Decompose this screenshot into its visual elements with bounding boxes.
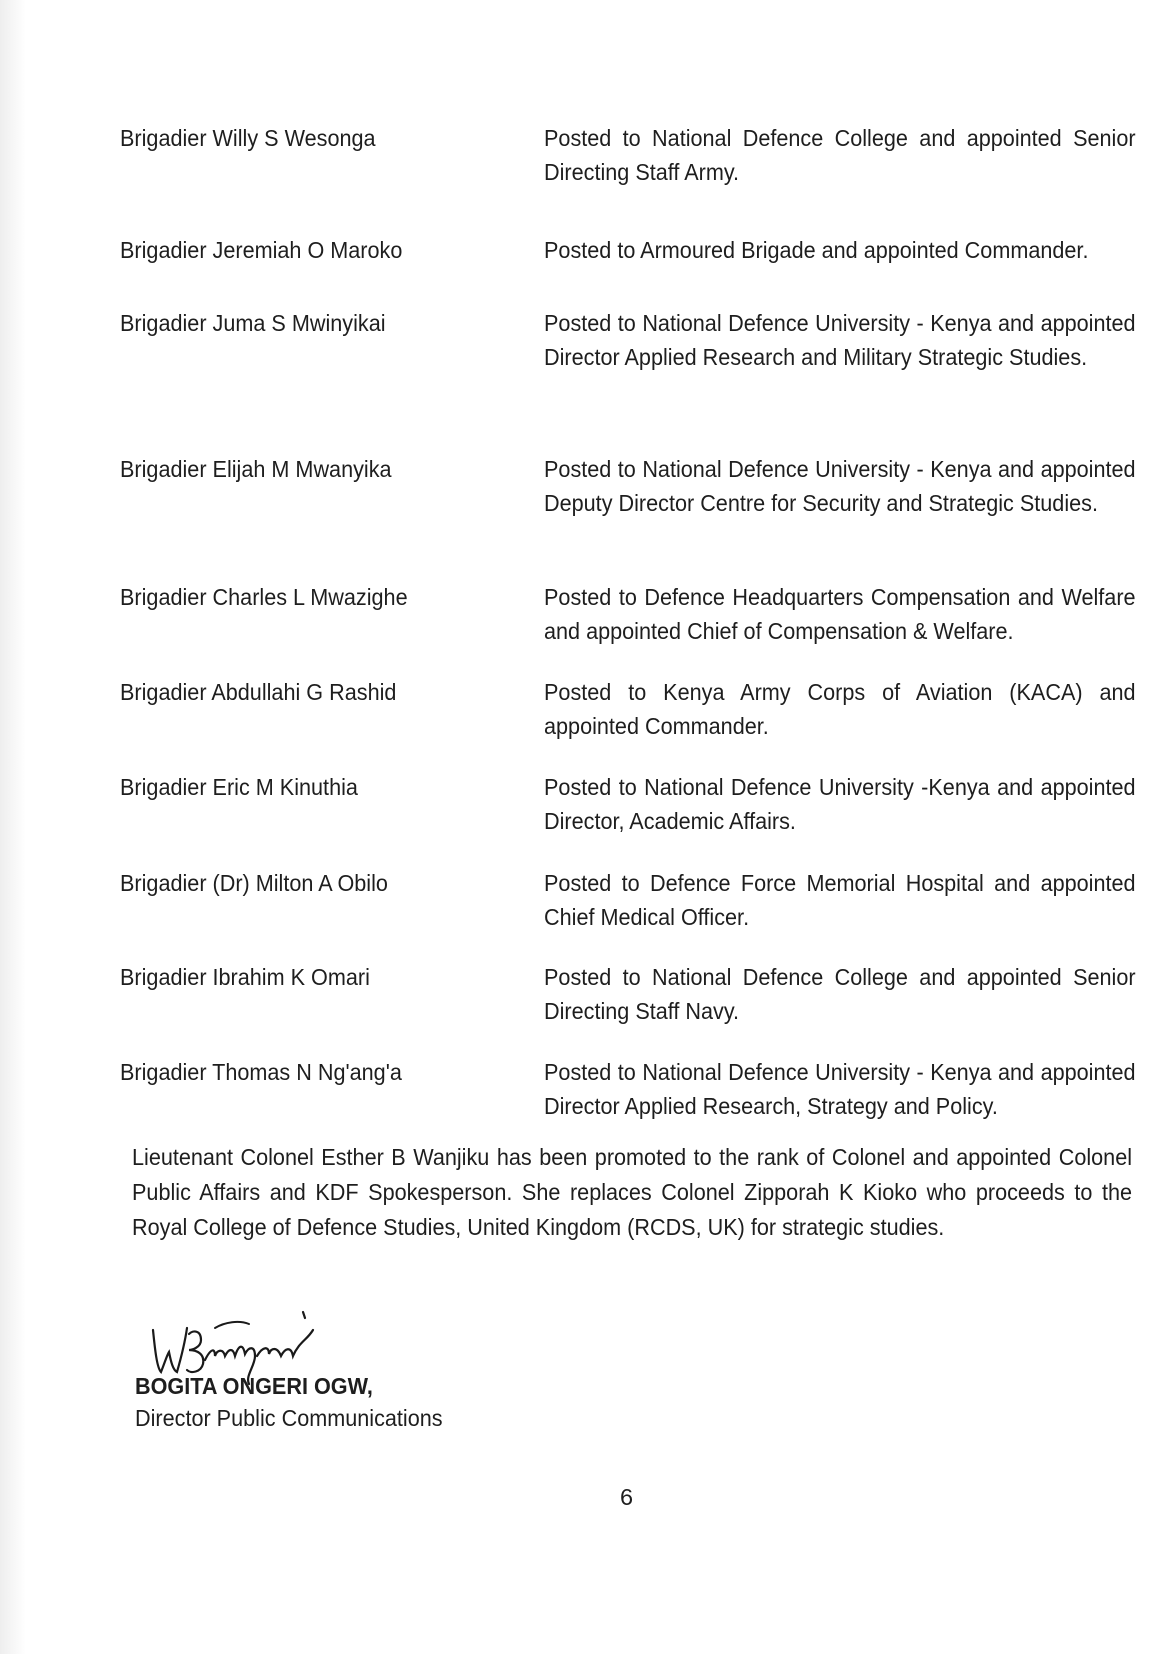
posting-description: Posted to National Defence University - Kenya and appointed Director Applied Research and Military Strategic Studies. xyxy=(544,310,1136,370)
posting-description: Posted to National Defence University - Kenya and appointed Deputy Director Centre for Security and Strategic Studies. xyxy=(544,456,1136,516)
officer-name: Brigadier Jeremiah O Maroko xyxy=(120,237,403,263)
posting-description: Posted to National Defence University -Kenya and appointed Director, Academic Affairs. xyxy=(544,774,1136,834)
promotion-paragraph: Lieutenant Colonel Esther B Wanjiku has been promoted to the rank of Colonel and appointed Colonel Public Affairs and KDF Spokesperson. She replaces Colonel Zipporah K Kioko who proceeds to the Royal College of Defence Studies, United Kingdom (RCDS, UK) for strategic studies. xyxy=(132,1144,1133,1240)
posting-description: Posted to Armoured Brigade and appointed Commander. xyxy=(544,237,1089,263)
officer-name: Brigadier (Dr) Milton A Obilo xyxy=(120,870,388,896)
officer-name: Brigadier Juma S Mwinyikai xyxy=(120,310,386,336)
posting-description: Posted to National Defence College and appointed Senior Directing Staff Navy. xyxy=(544,964,1136,1024)
officer-name: Brigadier Abdullahi G Rashid xyxy=(120,679,397,705)
officer-name: Brigadier Charles L Mwazighe xyxy=(120,584,408,610)
posting-description: Posted to Defence Headquarters Compensation and Welfare and appointed Chief of Compensation & Welfare. xyxy=(544,584,1136,644)
officer-name: Brigadier Elijah M Mwanyika xyxy=(120,456,392,482)
officer-name: Brigadier Willy S Wesonga xyxy=(120,125,376,151)
posting-description: Posted to Kenya Army Corps of Aviation (KACA) and appointed Commander. xyxy=(544,679,1136,739)
page-number: 6 xyxy=(620,1484,634,1510)
scan-edge xyxy=(0,0,26,1654)
signer-title: Director Public Communications xyxy=(135,1405,443,1431)
officer-name: Brigadier Ibrahim K Omari xyxy=(120,964,370,990)
posting-description: Posted to National Defence University - Kenya and appointed Director Applied Research, Strategy and Policy. xyxy=(544,1059,1136,1119)
signature-block xyxy=(135,1300,635,1440)
posting-description: Posted to National Defence College and appointed Senior Directing Staff Army. xyxy=(544,125,1136,185)
signer-name: BOGITA ONGERI OGW, xyxy=(135,1373,373,1399)
officer-name: Brigadier Thomas N Ng'ang'a xyxy=(120,1059,402,1085)
posting-description: Posted to Defence Force Memorial Hospital and appointed Chief Medical Officer. xyxy=(544,870,1136,930)
officer-name: Brigadier Eric M Kinuthia xyxy=(120,774,358,800)
